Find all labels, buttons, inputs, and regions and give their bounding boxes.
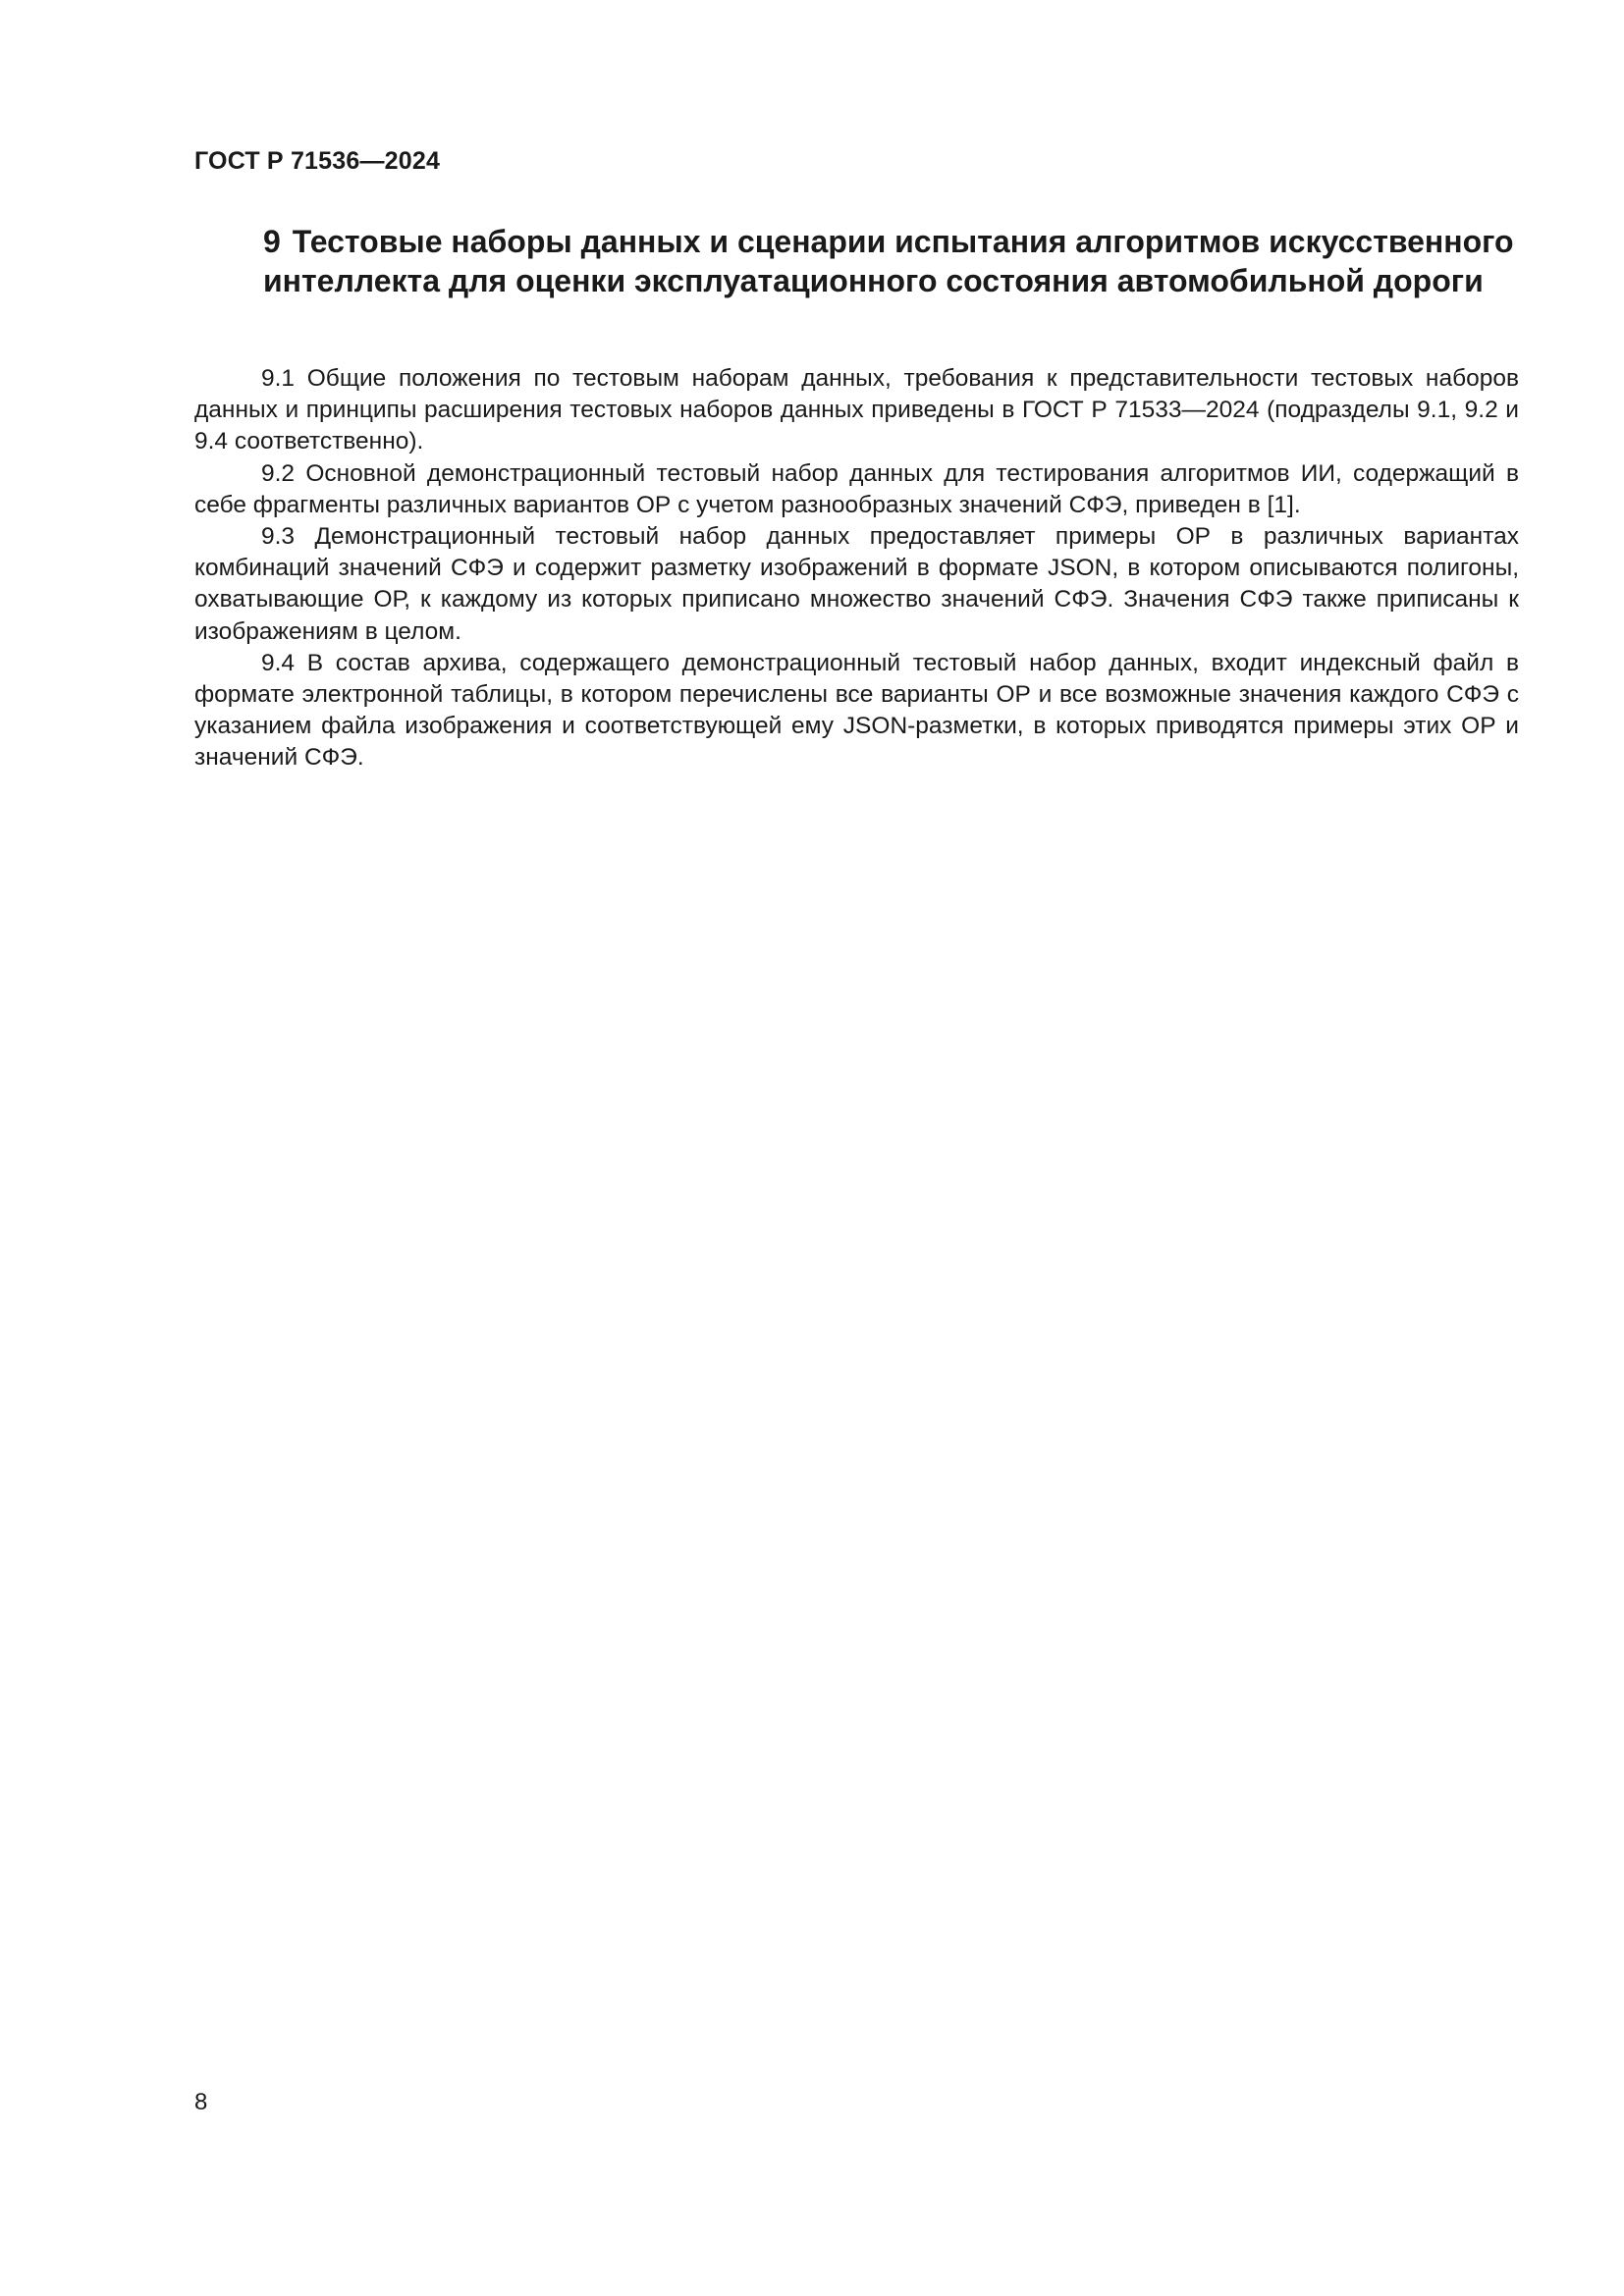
paragraph-9-4: 9.4 В состав архива, содержащего демонстрационный тестовый набор данных, входит индексный файл в формате электронной таблицы, в котором перечислены все варианты ОР и все возможные значения каждого СФЭ с указанием файла изображения и соответствующей ему JSON-разметки, в которых приводятся примеры этих ОР и значений СФЭ. bbox=[194, 649, 1519, 772]
paragraph-9-3: 9.3 Демонстрационный тестовый набор данных предоставляет примеры ОР в различных вариантах комбинаций значений СФЭ и содержит разметку изображений в формате JSON, в котором описываются полигоны, охватывающие ОР, к каждому из которых приписано множество значений СФЭ. Значения СФЭ также приписаны к изображениям в целом. bbox=[194, 523, 1519, 645]
paragraph-9-2: 9.2 Основной демонстрационный тестовый набор данных для тестирования алгоритмов ИИ, содержащий в себе фрагменты различных вариантов ОР с учетом разнообразных значений СФЭ, приведен в [1]. bbox=[194, 459, 1519, 518]
section-number: 9 bbox=[263, 224, 281, 259]
section-heading bbox=[263, 222, 1540, 300]
document-code: ГОСТ Р 71536—2024 bbox=[194, 147, 441, 175]
page-number: 8 bbox=[194, 2089, 208, 2115]
paragraph-9-1: 9.1 Общие положения по тестовым наборам данных, требования к представительности тестовых наборов данных и принципы расширения тестовых наборов данных приведены в ГОСТ Р 71533—2024 (подразделы 9.1, 9.2 и 9.4 соответственно). bbox=[194, 365, 1519, 455]
section-title: Тестовые наборы данных и сценарии испытания алгоритмов искусственного интеллекта для оценки эксплуатационного состояния автомобильной дороги bbox=[263, 224, 1514, 298]
section-body bbox=[194, 363, 1519, 774]
